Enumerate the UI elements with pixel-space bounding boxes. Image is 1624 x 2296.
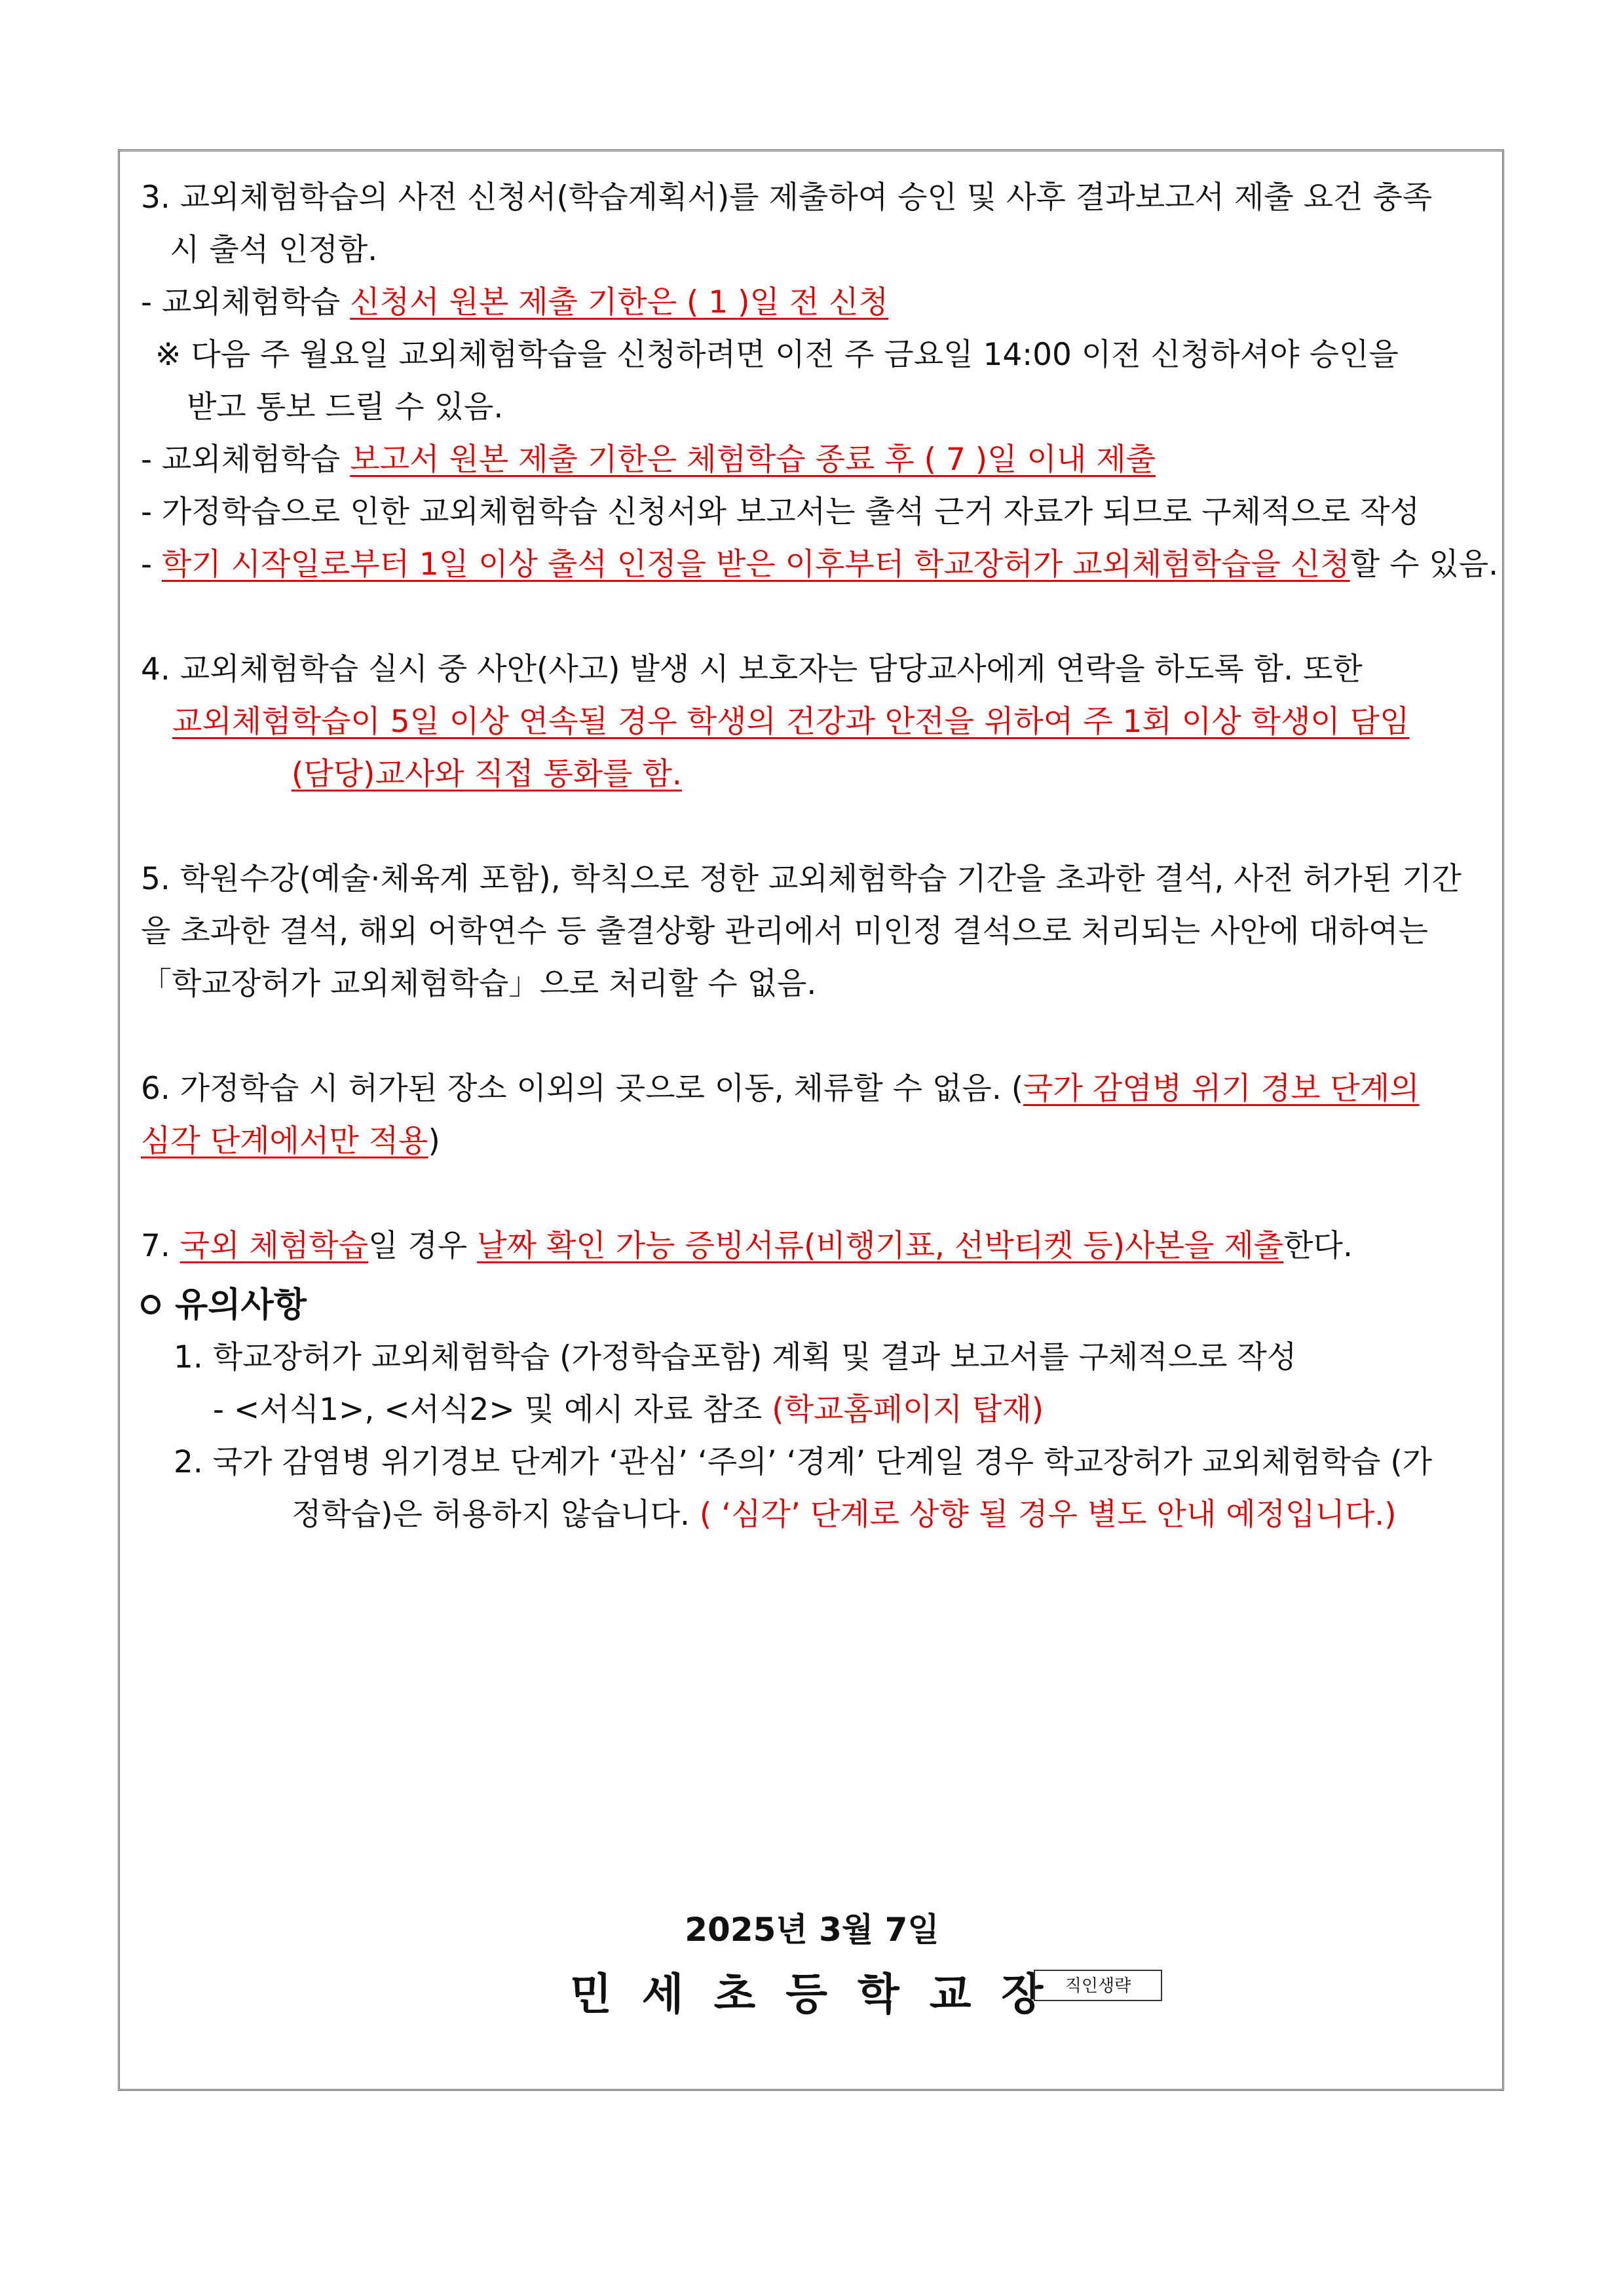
s7-mid-text: 일 경우 (368, 1228, 478, 1264)
s7-line (141, 1220, 1490, 1272)
s3-line1: 3. 교외체험학습의 사전 신청서(학습계획서)를 제출하여 승인 및 사후 결과보고서 제출 요건 충족 (141, 180, 1433, 216)
signer-title: 민세초등학교장 (570, 1969, 1074, 2019)
s6-line1-text: 6. 가정학습 시 허가된 장소 이외의 곳으로 이동, 체류할 수 없음. ( (141, 1071, 1024, 1107)
document-date: 2025년 3월 7일 (685, 1911, 939, 1949)
notes-item1-sub (141, 1384, 1490, 1436)
s3-bullet4-dash: - (141, 546, 162, 583)
s7-end-text: 한다. (1283, 1228, 1353, 1264)
notes-item2-line2-highlight: ( ‘심각’ 단계로 상향 될 경우 별도 안내 예정입니다.) (699, 1497, 1397, 1533)
s6-line2-highlight: 심각 단계에서만 적용 (141, 1123, 428, 1159)
s4-line2-highlight: 교외체험학습이 5일 이상 연속될 경우 학생의 건강과 안전을 위하여 주 1회 이상 학생이 담임 (172, 704, 1410, 740)
s5-line1: 5. 학원수강(예술·체육계 포함), 학칙으로 정한 교외체험학습 기간을 초과한 결석, 사전 허가된 기간 (141, 861, 1462, 897)
notes-heading-text: 유의사항 (175, 1286, 307, 1325)
s7-highlight1: 국외 체험학습 (179, 1228, 369, 1264)
s7-number: 7. (141, 1228, 180, 1264)
s4-line2 (141, 696, 1490, 748)
notes-heading (141, 1279, 1490, 1331)
s3-bullet3: - 가정학습으로 인한 교외체험학습 신청서와 보고서는 출석 근거 자료가 되므로 구체적으로 작성 (141, 494, 1420, 530)
s3-line2: 시 출석 인정함. (170, 232, 378, 268)
s4-line3-highlight: (담당)교사와 직접 통화를 함. (292, 756, 682, 792)
s3-note-line1: ※ 다음 주 월요일 교외체험학습을 신청하려면 이전 주 금요일 14:00 이전 신청하셔야 승인을 (155, 337, 1399, 373)
s7-highlight2: 날짜 확인 가능 증빙서류(비행기표, 선박티켓 등)사본을 제출 (477, 1228, 1284, 1264)
notes-item2-line2-text: 정학습)은 허용하지 않습니다. (292, 1497, 700, 1533)
notes-item1-sub-text: - <서식1>, <서식2> 및 예시 자료 참조 (213, 1392, 772, 1428)
s4-line3 (141, 748, 1490, 801)
notes-item2-line1: 2. 국가 감염병 위기경보 단계가 ‘관심’ ‘주의’ ‘경계’ 단계일 경우 학교장허가 교외체험학습 (가 (174, 1444, 1433, 1480)
s3-bullet2 (141, 434, 1490, 486)
s3-bullet4 (141, 539, 1499, 591)
s4-line1: 4. 교외체험학습 실시 중 사안(사고) 발생 시 보호자는 담당교사에게 연락을 하도록 함. 또한 (141, 651, 1363, 687)
s6-line1 (141, 1063, 1490, 1115)
s3-note-line2: 받고 통보 드릴 수 있음. (187, 389, 504, 425)
s3-bullet4-text: 할 수 있음. (1350, 546, 1499, 583)
s5-line3: 「학교장허가 교외체험학습」으로 처리할 수 없음. (141, 966, 817, 1002)
s3-bullet4-highlight: 학기 시작일로부터 1일 이상 출석 인정을 받은 이후부터 학교장허가 교외체험학습을 신청 (161, 546, 1350, 583)
s3-bullet1-text: - 교외체험학습 (141, 284, 350, 320)
s5-line2: 을 초과한 결석, 해외 어학연수 등 출결상황 관리에서 미인정 결석으로 처리되는 사안에 대하여는 (141, 913, 1428, 949)
notes-item2-line2 (141, 1489, 1490, 1541)
seal-omitted-box: 직인생략 (1034, 1970, 1162, 2001)
s3-bullet1 (141, 277, 1490, 329)
s6-line1-highlight: 국가 감염병 위기 경보 단계의 (1023, 1071, 1420, 1107)
s3-bullet2-text: - 교외체험학습 (141, 442, 350, 478)
circle-bullet-icon (141, 1295, 161, 1314)
notes-item1: 1. 학교장허가 교외체험학습 (가정학습포함) 계획 및 결과 보고서를 구체적으로 작성 (174, 1339, 1297, 1375)
s3-bullet1-highlight: 신청서 원본 제출 기한은 ( 1 )일 전 신청 (350, 284, 888, 320)
s3-bullet2-highlight: 보고서 원본 제출 기한은 체험학습 종료 후 ( 7 )일 이내 제출 (350, 442, 1156, 478)
s6-line2-text: ) (428, 1123, 440, 1159)
s6-line2 (141, 1115, 1490, 1168)
notes-item1-sub-highlight: (학교홈페이지 탑재) (772, 1392, 1044, 1428)
document-body (141, 172, 1499, 1541)
